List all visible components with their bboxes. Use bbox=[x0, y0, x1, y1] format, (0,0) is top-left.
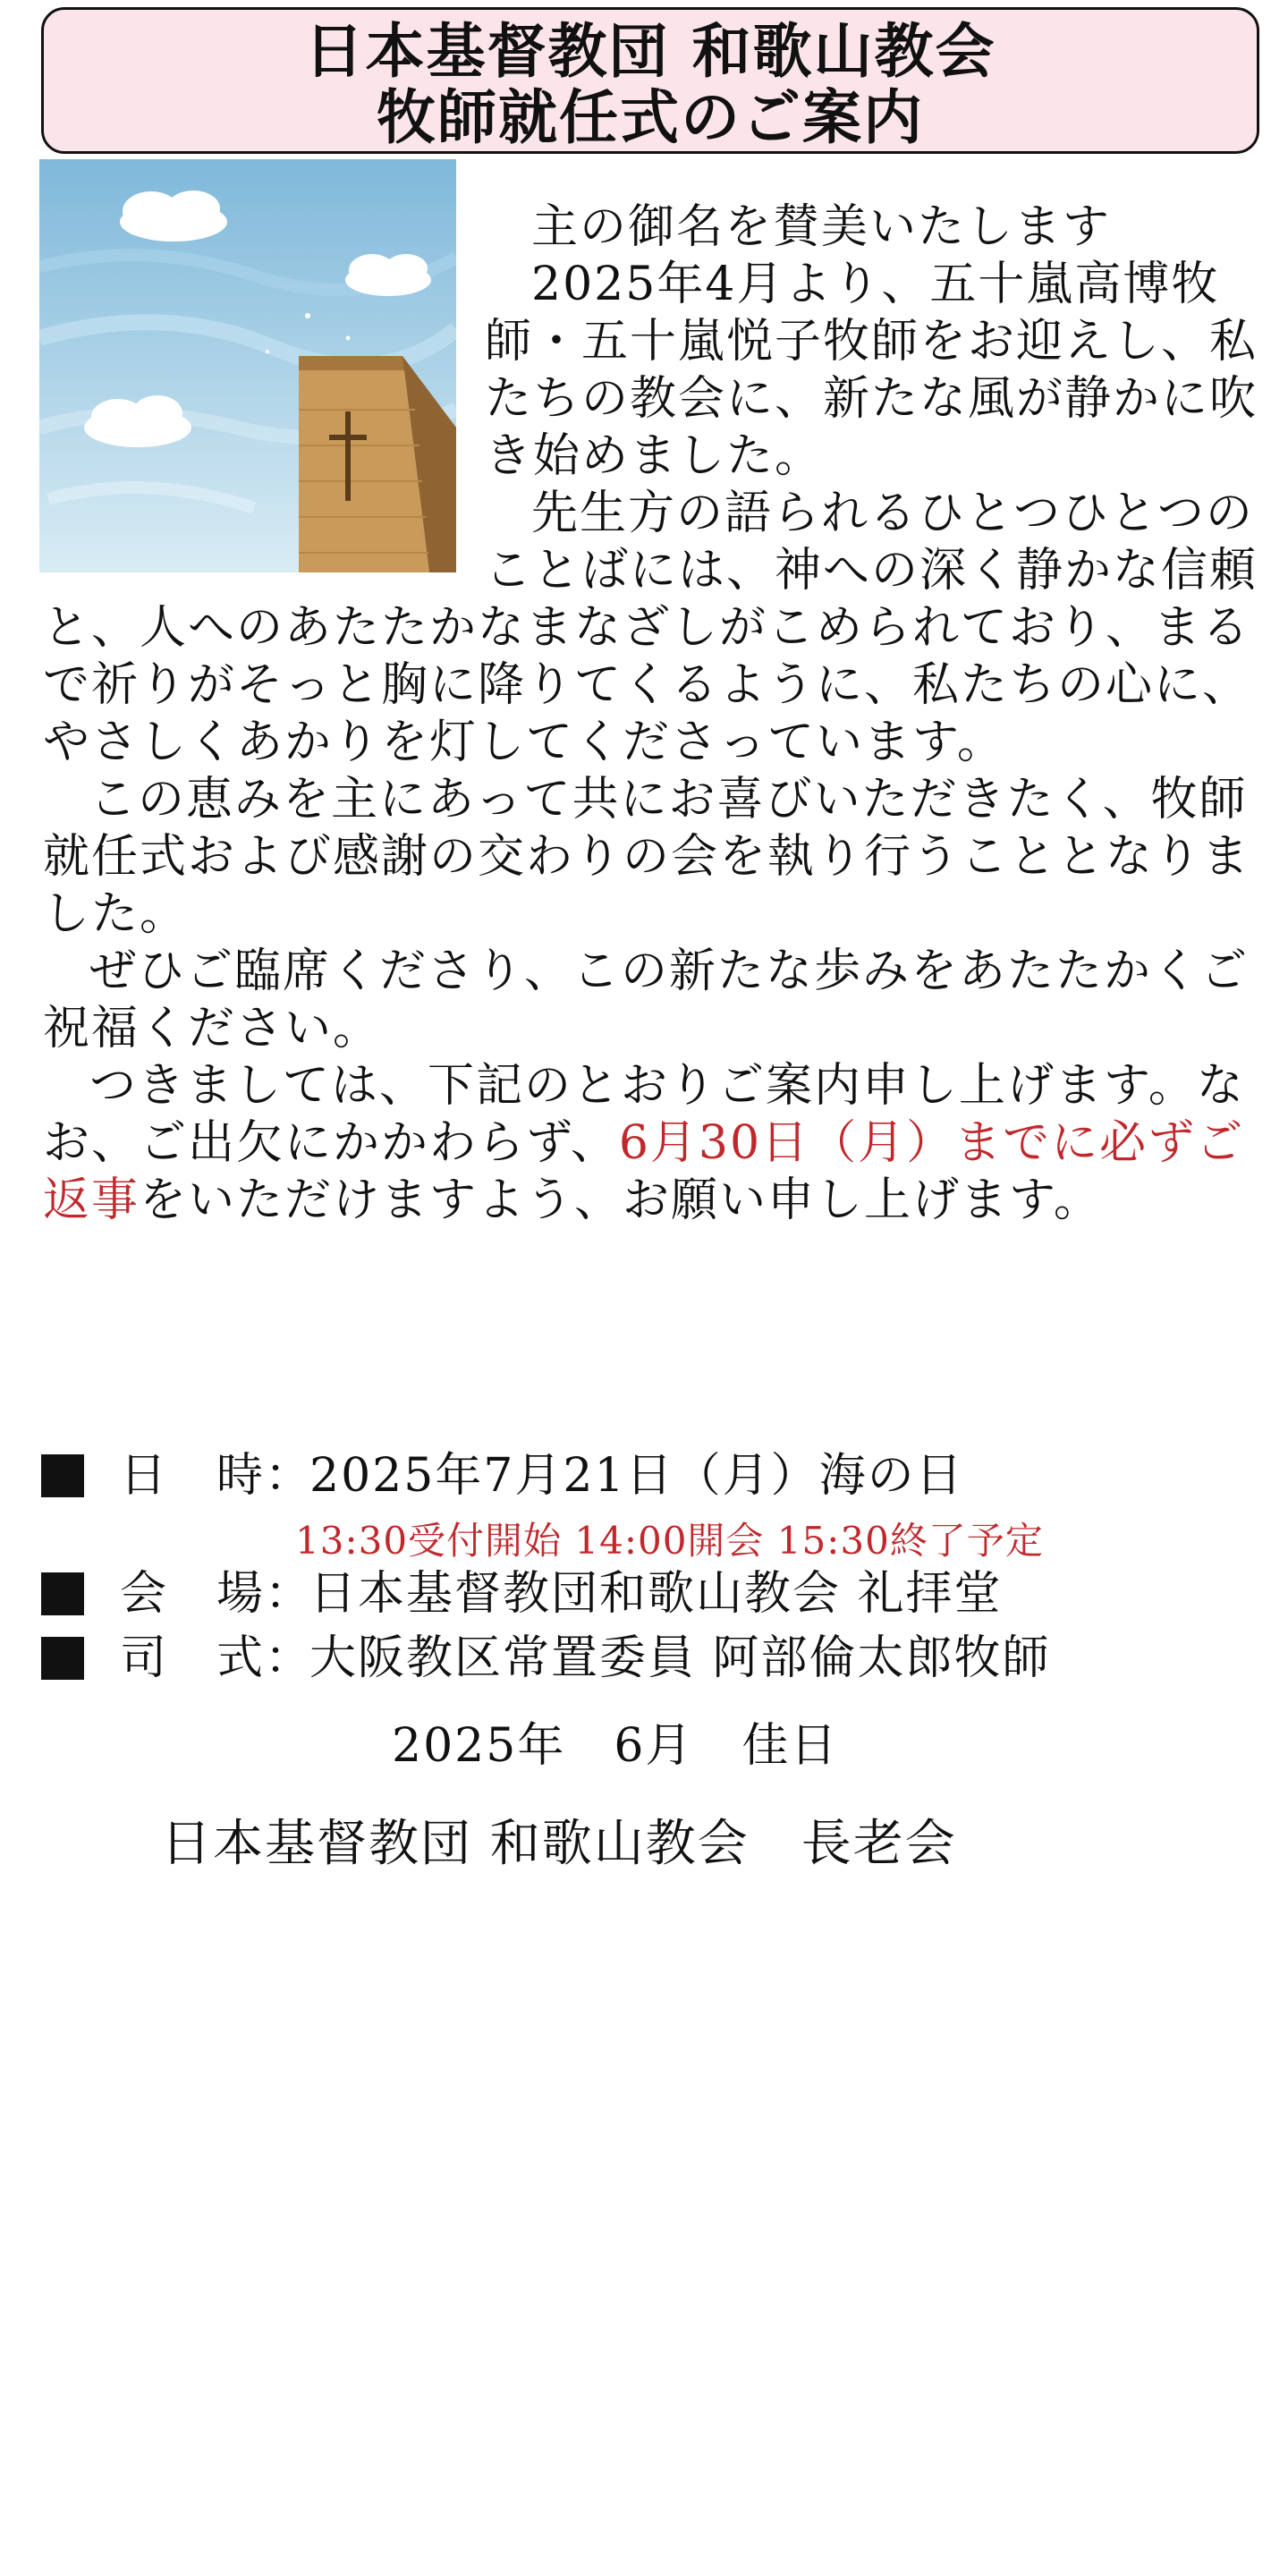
welcome-paragraph: 2025年4月より、五十嵐高博牧師・五十嵐悦子牧師をお迎えし、私たちの教会に、新たな風が静かに吹き始めました。 bbox=[485, 258, 1258, 483]
detail-venue bbox=[41, 1565, 1267, 1623]
attendance-paragraph: ぜひご臨席くださり、この新たな歩みをあたたかくご祝福ください。 bbox=[43, 945, 1250, 1055]
square-bullet-icon bbox=[41, 1454, 84, 1497]
reply-deadline: 6月30日（月）までに必ずご返事 bbox=[43, 1116, 1245, 1227]
detail-officiant bbox=[41, 1630, 1267, 1687]
ministry-paragraph: 先生方の語られるひとつひとつのことばには、神への深く静かな信頼と、人へのあたたかなまなざしがこめられており、まるで祈りがそっと胸に降りてくるように、私たちの心に、やさしくあかりを灯してくださっています。 bbox=[43, 487, 1258, 769]
page-title-line2: 牧師就任式のご案内 bbox=[377, 83, 924, 152]
letter-body bbox=[43, 199, 1268, 1229]
reply-paragraph bbox=[43, 1057, 1268, 1229]
issue-date: 2025年 6月 佳日 bbox=[392, 1719, 839, 1773]
page-title-line1: 日本基督教団 和歌山教会 bbox=[304, 17, 996, 86]
detail-label: 司 式： bbox=[120, 1631, 314, 1685]
illustration-spacer bbox=[43, 159, 485, 580]
square-bullet-icon bbox=[41, 1637, 84, 1680]
detail-label: 日 時： bbox=[120, 1449, 314, 1503]
greeting-paragraph: 主の御名を賛美いたします bbox=[531, 200, 1112, 254]
reply-text-before: つきましては、下記のとおりご案内申し上げます。なお、ご出欠にかかわらず、 bbox=[43, 1059, 1245, 1170]
event-details bbox=[41, 1447, 1267, 1687]
time-schedule-note: 13:30受付開始 14:00開会 15:30終了予定 bbox=[295, 1519, 1044, 1563]
reply-text-after: をいただけますよう、お願い申し上げます。 bbox=[140, 1174, 1102, 1227]
detail-value: 日本基督教団和歌山教会 礼拝堂 bbox=[309, 1567, 1003, 1621]
detail-value: 大阪教区常置委員 阿部倫太郎牧師 bbox=[309, 1631, 1051, 1685]
detail-value: 2025年7月21日（月）海の日 bbox=[309, 1449, 964, 1503]
detail-label: 会 場： bbox=[120, 1567, 314, 1621]
square-bullet-icon bbox=[41, 1572, 84, 1615]
detail-datetime bbox=[41, 1447, 1267, 1504]
title-box bbox=[41, 7, 1259, 154]
signature: 日本基督教団 和歌山教会 長老会 bbox=[161, 1815, 957, 1873]
ceremony-paragraph: この恵みを主にあって共にお喜びいただきたく、牧師就任式および感謝の交わりの会を執り行うこととなりました。 bbox=[43, 773, 1251, 941]
